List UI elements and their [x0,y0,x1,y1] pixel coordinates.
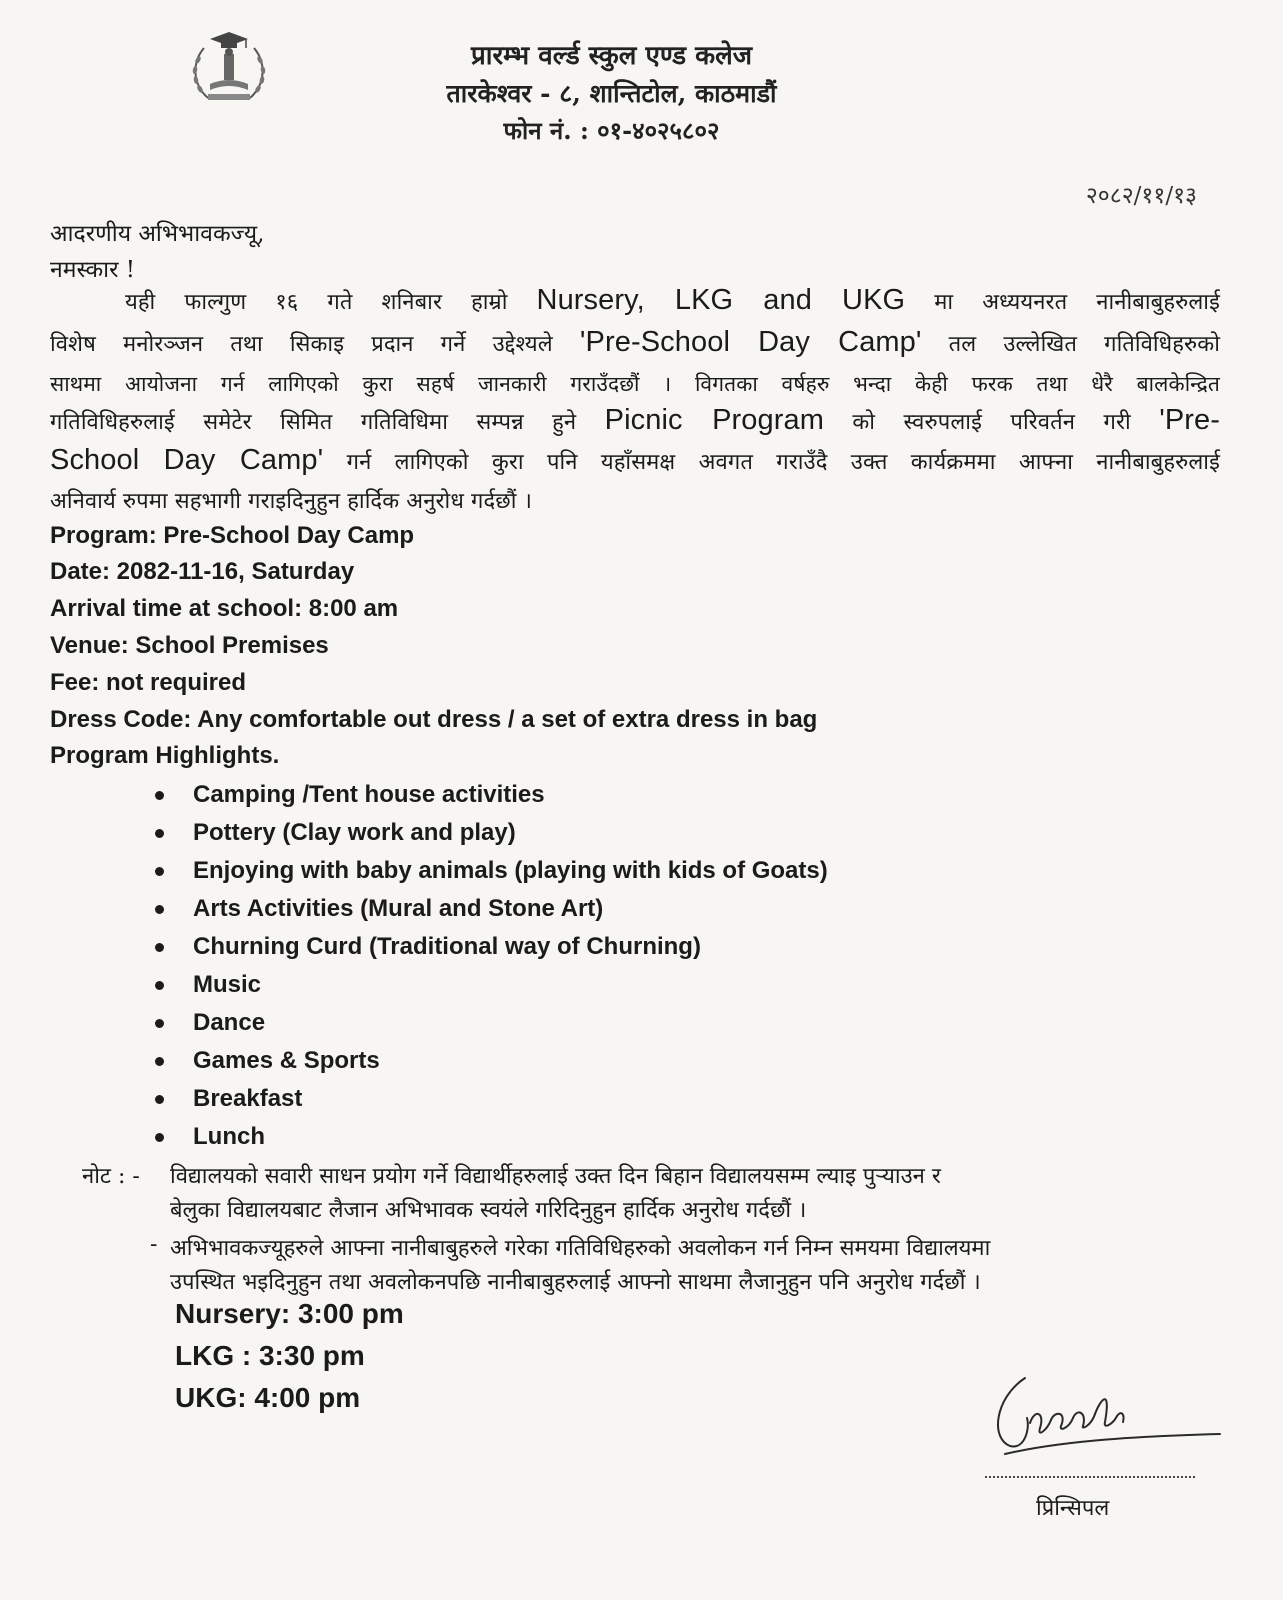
principal-title: प्रिन्सिपल [1036,1496,1110,1521]
para-text: साथमा आयोजना गर्न लागिएको कुरा सहर्ष जानकारी गराउँदछौं । विगतका वर्षहरु भन्दा केही फरक तथा धेरै बालकेन्द्रित [50,372,1220,396]
salutation: आदरणीय अभिभावकज्यू, [50,221,265,247]
bullet-icon [155,867,164,876]
para-text-en: Picnic Program [604,404,824,436]
paragraph-line-2 [50,326,1220,359]
para-text: को स्वरुपलाई परिवर्तन गरी [824,410,1160,435]
bullet-icon [155,1095,164,1104]
highlights-heading: Program Highlights. [50,742,280,769]
list-item [155,970,828,1008]
dress-code: Dress Code: Any comfortable out dress / a set of extra dress in bag [50,706,818,733]
paragraph-line-1 [50,284,1220,317]
ukg-time: UKG: 4:00 pm [175,1382,361,1413]
para-text-en: 'Pre-School Day Camp' [579,326,922,358]
school-phone: फोन नं. : ०१-४०२५८०२ [503,116,720,145]
list-item [155,932,828,970]
paragraph-line-5 [50,444,1220,477]
highlight-text: Dance [193,1009,266,1036]
letter-date: २०८२/११/१३ [1085,183,1197,209]
fee: Fee: not required [50,669,247,696]
venue: Venue: School Premises [50,632,329,659]
paragraph-line-3 [50,370,1220,398]
bullet-icon [155,829,164,838]
school-address: तारकेश्वर - ८, शान्तिटोल, काठमाडौं [446,79,777,108]
principal-signature [985,1368,1225,1478]
highlight-text: Pottery (Clay work and play) [193,819,516,846]
para-text-en: Nursery, LKG and UKG [536,284,906,316]
bullet-icon [155,791,164,800]
highlight-text: Breakfast [193,1085,303,1112]
bullet-icon [155,943,164,952]
note-1-line-2: बेलुका विद्यालयबाट लैजान अभिभावक स्वयंले गरिदिनुहुन हार्दिक अनुरोध गर्दछौं । [170,1198,807,1223]
note-label: नोट : - [82,1164,140,1189]
para-text-en: School Day Camp' [50,444,324,476]
para-text: गर्न लागिएको कुरा पनि यहाँसमक्ष अवगत गराउँदै उक्त कार्यक्रममा आफ्ना नानीबाबुहरुलाई [323,450,1220,475]
highlight-text: Games & Sports [193,1047,380,1074]
list-item [155,1084,828,1122]
highlight-text: Lunch [193,1123,265,1150]
list-item [155,856,828,894]
list-item [155,1046,828,1084]
nursery-time: Nursery: 3:00 pm [175,1298,404,1329]
list-item [155,1122,828,1160]
list-item [155,780,828,818]
para-text: गतिविधिहरुलाई समेटेर सिमित गतिविधिमा सम्पन्न हुने [50,410,605,435]
para-text: अनिवार्य रुपमा सहभागी गराइदिनुहुन हार्दिक अनुरोध गर्दछौं । [50,489,533,514]
para-text: तल उल्लेखित गतिविधिहरुको [921,332,1220,357]
highlight-text: Arts Activities (Mural and Stone Art) [193,895,604,922]
note-2-line-2: उपस्थित भइदिनुहुन तथा अवलोकनपछि नानीबाबुहरुलाई आफ्नो साथमा लैजानुहुन पनि अनुरोध गर्दछौं । [170,1270,981,1295]
para-text: मा अध्ययनरत नानीबाबुहरुलाई [905,290,1220,315]
arrival-time: Arrival time at school: 8:00 am [50,595,399,622]
paragraph-line-4 [50,404,1220,437]
school-name: प्रारम्भ वर्ल्ड स्कुल एण्ड कलेज [470,41,753,71]
highlight-text: Music [193,971,262,998]
program-date: Date: 2082-11-16, Saturday [50,558,355,585]
para-text: यही फाल्गुण १६ गते शनिबार हाम्रो [125,290,537,315]
para-text: विशेष मनोरञ्जन तथा सिकाइ प्रदान गर्ने उद्देश्यले [50,332,580,357]
bullet-icon [155,1057,164,1066]
note-dash: - [150,1232,158,1257]
highlight-text: Enjoying with baby animals (playing with kids of Goats) [193,857,828,884]
list-item [155,894,828,932]
bullet-icon [155,981,164,990]
highlights-list [155,780,828,1160]
bullet-icon [155,905,164,914]
signature-line [985,1476,1195,1478]
greeting: नमस्कार ! [50,257,136,283]
program-name: Program: Pre-School Day Camp [50,522,415,549]
list-item [155,1008,828,1046]
list-item [155,818,828,856]
note-1-line-1: विद्यालयको सवारी साधन प्रयोग गर्ने विद्यार्थीहरुलाई उक्त दिन बिहान विद्यालयसम्म ल्याइ पुर्‍याउन र [170,1164,941,1189]
highlight-text: Churning Curd (Traditional way of Churning) [193,933,701,960]
lkg-time: LKG : 3:30 pm [175,1340,365,1371]
bullet-icon [155,1133,164,1142]
para-text-en: 'Pre- [1159,404,1221,436]
note-2-line-1: अभिभावकज्यूहरुले आफ्ना नानीबाबुहरुले गरेका गतिविधिहरुको अवलोकन गर्न निम्न समयमा विद्यालयमा [170,1236,991,1261]
highlight-text: Camping /Tent house activities [193,781,545,808]
bullet-icon [155,1019,164,1028]
paragraph-line-6 [50,485,1220,515]
